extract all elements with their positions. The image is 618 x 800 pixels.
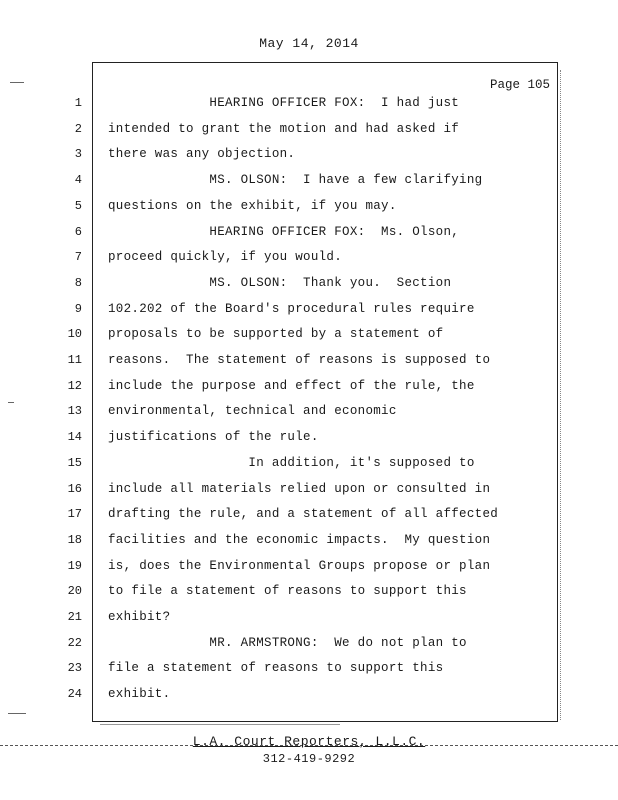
transcript-line	[0, 173, 618, 193]
line-text: reasons. The statement of reasons is supposed to	[108, 353, 491, 367]
line-text: environmental, technical and economic	[108, 404, 397, 419]
line-text: file a statement of reasons to support this	[108, 661, 444, 676]
court-reporter-phone: 312-419-9292	[262, 752, 356, 766]
transcript-line	[0, 636, 618, 656]
transcript-line	[0, 327, 618, 347]
line-number: 3	[74, 147, 82, 162]
transcript-line	[0, 147, 618, 167]
transcript-line	[0, 482, 618, 502]
transcript-line	[0, 610, 618, 630]
line-text: HEARING OFFICER FOX: I had just	[108, 96, 460, 110]
line-text: 102.202 of the Board's procedural rules require	[108, 301, 475, 316]
line-number: 13	[67, 404, 82, 419]
line-text: exhibit?	[108, 610, 171, 624]
line-text: HEARING OFFICER FOX: Ms. Olson,	[108, 224, 460, 239]
transcript-line	[0, 225, 618, 245]
line-text: MR. ARMSTRONG: We do not plan to	[108, 635, 467, 650]
page-number: Page 105	[489, 78, 550, 92]
line-text: proceed quickly, if you would.	[108, 250, 343, 265]
line-number: 9	[74, 301, 82, 316]
transcript-line	[0, 507, 618, 527]
scan-speck	[8, 713, 26, 714]
line-text: justifications of the rule.	[108, 430, 319, 445]
line-number: 17	[67, 507, 82, 522]
line-text: is, does the Environmental Groups propose or plan	[108, 558, 491, 573]
line-number: 24	[67, 687, 82, 702]
line-number: 10	[67, 327, 82, 342]
line-number: 15	[67, 455, 82, 470]
line-number: 2	[74, 121, 82, 136]
line-text: MS. OLSON: Thank you. Section	[108, 275, 452, 290]
line-number: 22	[67, 635, 82, 650]
line-text: questions on the exhibit, if you may.	[108, 198, 397, 213]
scan-speck	[100, 724, 340, 725]
transcript-line	[0, 584, 618, 604]
line-text: include all materials relied upon or consulted in	[108, 481, 491, 496]
transcript-date: May 14, 2014	[259, 36, 359, 51]
transcript-line	[0, 353, 618, 373]
transcript-line	[0, 96, 618, 116]
line-text: facilities and the economic impacts. My question	[108, 532, 491, 547]
line-text: In addition, it's supposed to	[108, 455, 475, 470]
line-number: 14	[67, 430, 82, 445]
line-text: drafting the rule, and a statement of all affected	[108, 507, 499, 522]
line-text: intended to grant the motion and had asked if	[108, 121, 460, 136]
line-number: 1	[74, 96, 82, 110]
court-reporter-name: L.A. Court Reporters, L.L.C.	[192, 734, 426, 749]
line-text: exhibit.	[108, 687, 171, 702]
line-number: 4	[74, 173, 82, 188]
transcript-line	[0, 302, 618, 322]
transcript-line	[0, 199, 618, 219]
line-number: 7	[74, 250, 82, 265]
line-number: 23	[67, 661, 82, 676]
transcript-line	[0, 250, 618, 270]
transcript-line	[0, 276, 618, 296]
line-number: 12	[67, 378, 82, 393]
line-text: there was any objection.	[108, 147, 296, 162]
line-number: 5	[74, 198, 82, 213]
transcript-line	[0, 687, 618, 707]
line-number: 20	[67, 584, 82, 599]
line-number: 21	[67, 610, 82, 624]
line-number: 8	[74, 275, 82, 290]
transcript-line	[0, 379, 618, 399]
line-text: to file a statement of reasons to support this	[108, 584, 467, 599]
line-text: proposals to be supported by a statement of	[108, 327, 444, 342]
line-text: include the purpose and effect of the rule, the	[108, 378, 475, 393]
line-number: 6	[74, 224, 82, 239]
transcript-line	[0, 456, 618, 476]
transcript-line	[0, 122, 618, 142]
line-number: 11	[67, 353, 82, 367]
transcript-line	[0, 559, 618, 579]
line-number: 19	[67, 558, 82, 573]
line-number: 16	[67, 481, 82, 496]
transcript-line	[0, 430, 618, 450]
scan-speck	[8, 402, 14, 403]
line-number: 18	[67, 532, 82, 547]
transcript-line	[0, 661, 618, 681]
transcript-line	[0, 533, 618, 553]
transcript-line	[0, 404, 618, 424]
scan-speck	[10, 82, 24, 83]
line-text: MS. OLSON: I have a few clarifying	[108, 173, 483, 188]
